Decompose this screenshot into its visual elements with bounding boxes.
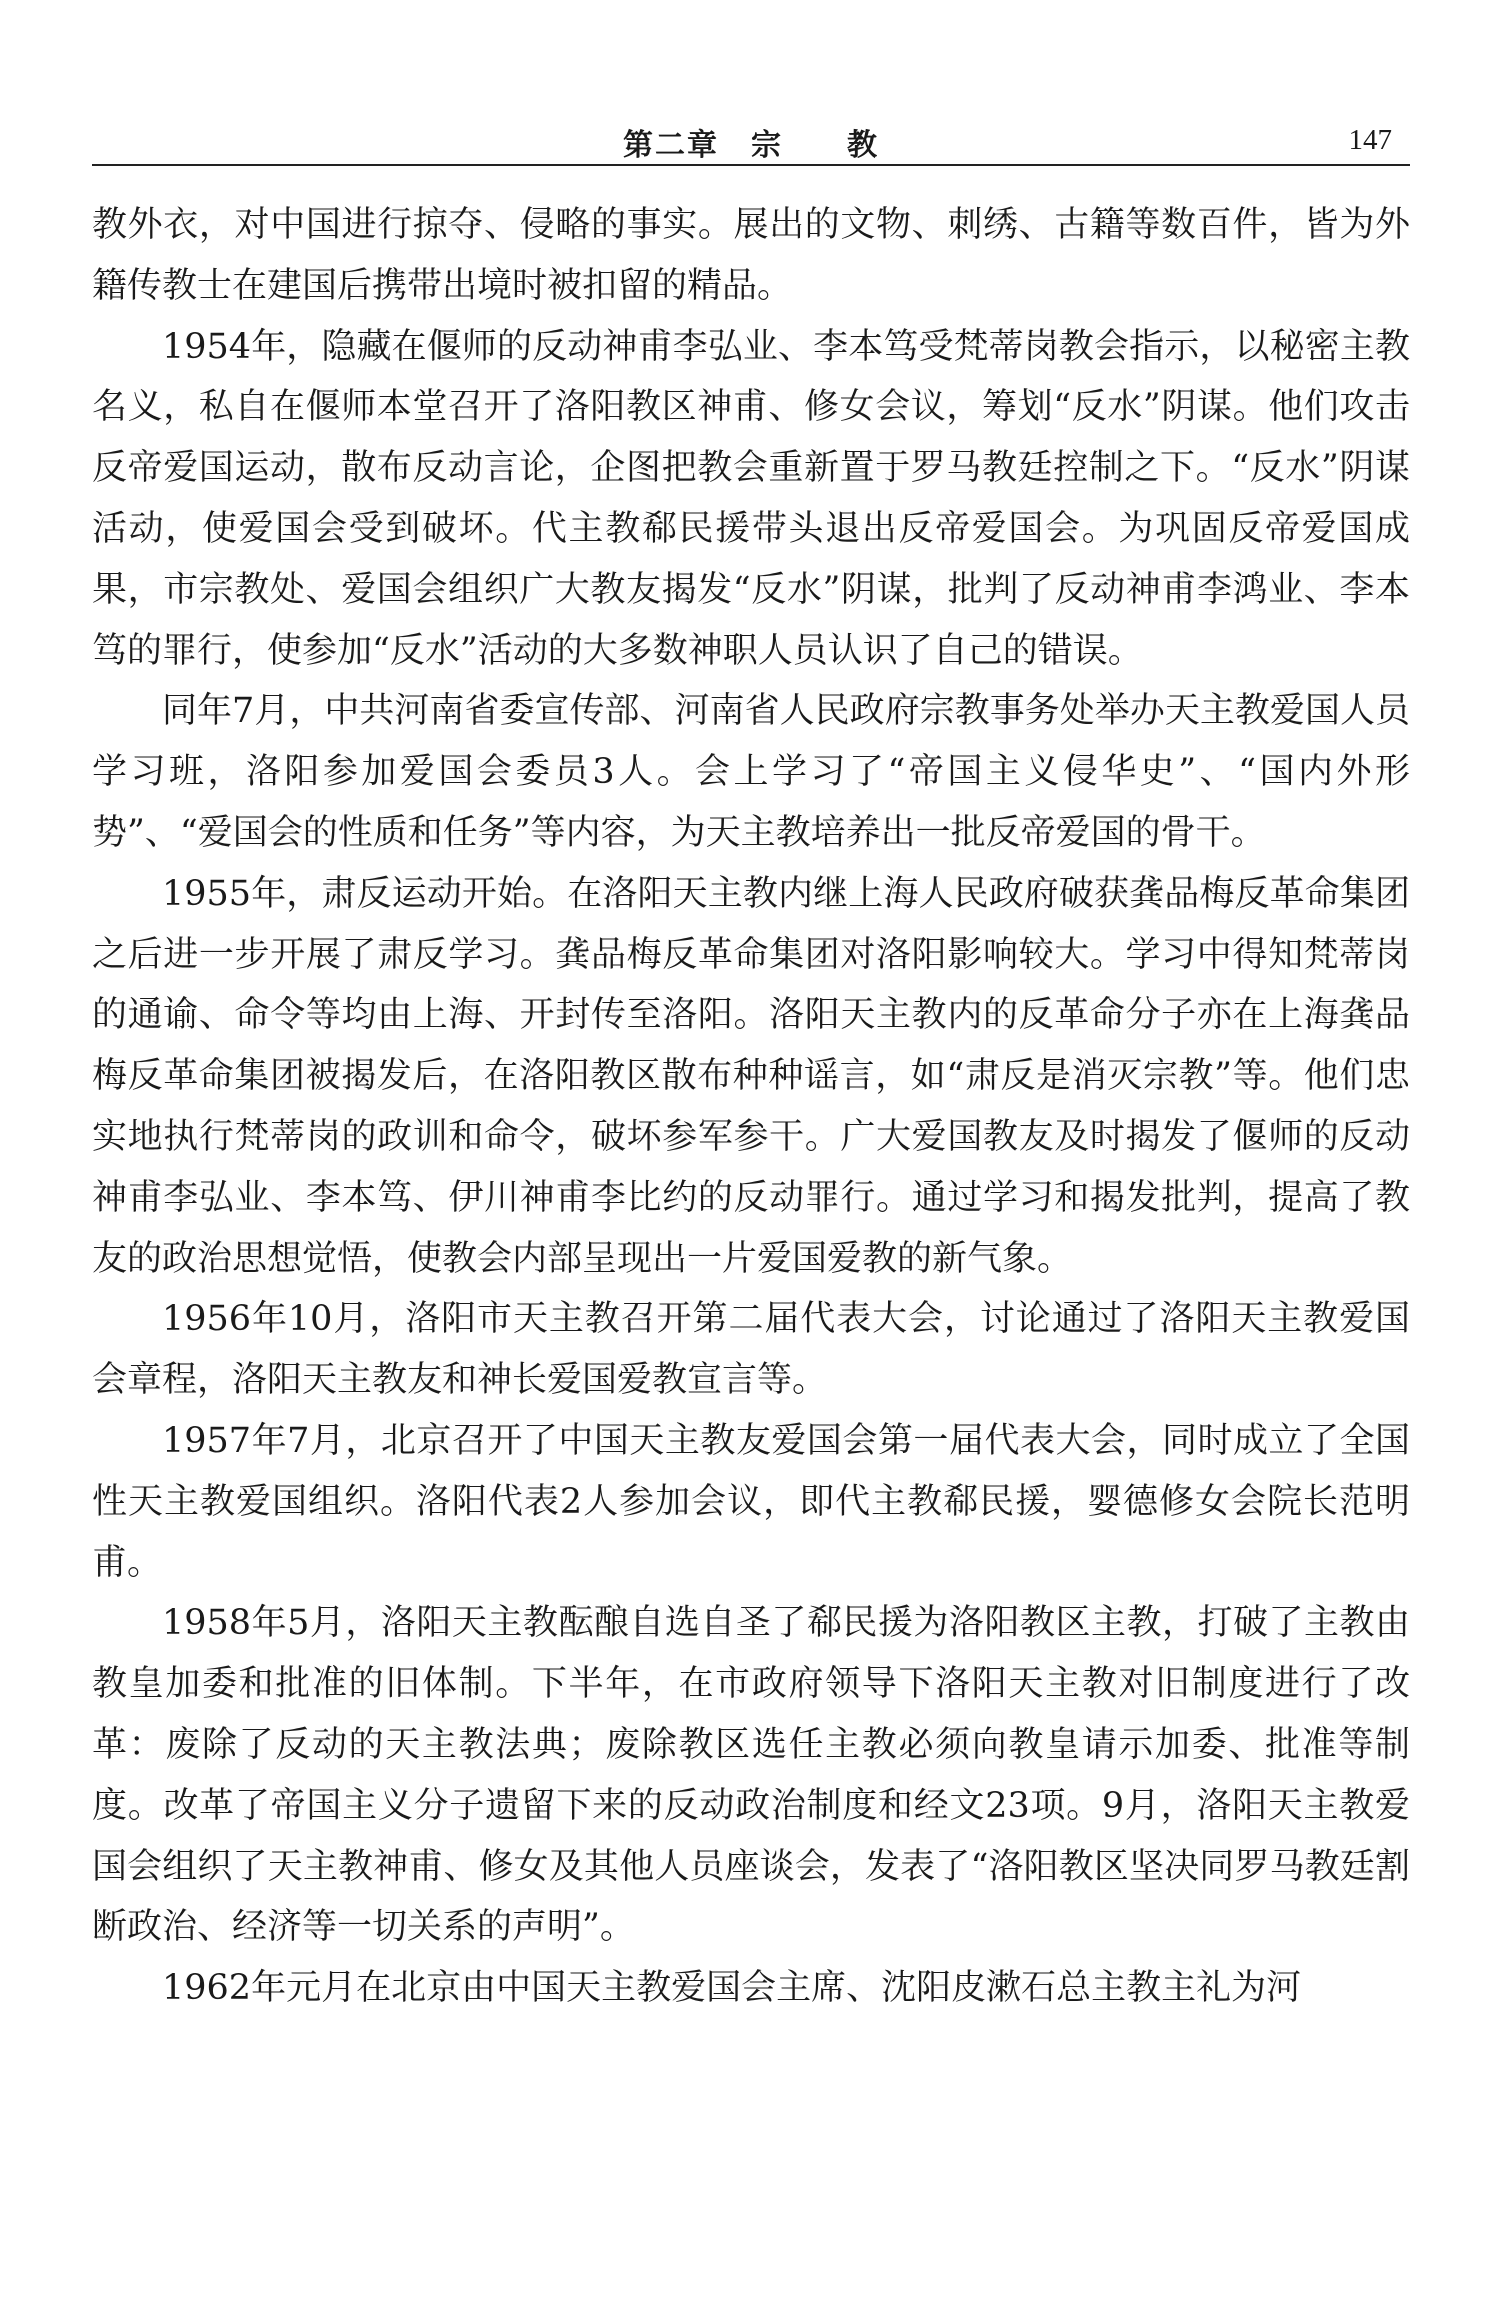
paragraph: 同年7月，中共河南省委宣传部、河南省人民政府宗教事务处举办天主教爱国人员学习班，洛阳参加爱国会委员3人。会上学习了“帝国主义侵华史”、“国内外形势”、“爱国会的性质和任务”等内容，为天主教培养出一批反帝爱国的骨干。 [92,691,1410,853]
paragraph: 1957年7月，北京召开了中国天主教友爱国会第一届代表大会，同时成立了全国性天主教爱国组织。洛阳代表2人参加会议，即代主教郗民援，婴德修女会院长范明甫。 [92,1420,1410,1583]
body-text [92,195,1410,2019]
paragraph: 1958年5月，洛阳天主教酝酿自选自圣了郗民援为洛阳教区主教，打破了主教由教皇加委和批准的旧体制。下半年，在市政府领导下洛阳天主教对旧制度进行了改革：废除了反动的天主教法典；废除教区选任主教必须向教皇请示加委、批准等制度。改革了帝国主义分子遗留下来的反动政治制度和经文23项。9月，洛阳天主教爱国会组织了天主教神甫、修女及其他人员座谈会，发表了“洛阳教区坚决同罗马教廷割断政治、经济等一切关系的声明”。 [92,1603,1410,1948]
page-number: 147 [1348,124,1392,156]
page-header [92,112,1410,166]
paragraph: 1954年，隐藏在偃师的反动神甫李弘业、李本笃受梵蒂岗教会指示，以秘密主教名义，私自在偃师本堂召开了洛阳教区神甫、修女会议，筹划“反水”阴谋。他们攻击反帝爱国运动，散布反动言论，企图把教会重新置于罗马教廷控制之下。“反水”阴谋活动，使爱国会受到破坏。代主教郗民援带头退出反帝爱国会。为巩固反帝爱国成果，市宗教处、爱国会组织广大教友揭发“反水”阴谋，批判了反动神甫李鸿业、李本笃的罪行，使参加“反水”活动的大多数神职人员认识了自己的错误。 [92,326,1410,671]
paragraph: 1955年，肃反运动开始。在洛阳天主教内继上海人民政府破获龚品梅反革命集团之后进一步开展了肃反学习。龚品梅反革命集团对洛阳影响较大。学习中得知梵蒂岗的通谕、命令等均由上海、开封传至洛阳。洛阳天主教内的反革命分子亦在上海龚品梅反革命集团被揭发后，在洛阳教区散布种种谣言，如“肃反是消灭宗教”等。他们忠实地执行梵蒂岗的政训和命令，破坏参军参干。广大爱国教友及时揭发了偃师的反动神甫李弘业、李本笃、伊川神甫李比约的反动罪行。通过学习和揭发批判，提高了教友的政治思想觉悟，使教会内部呈现出一片爱国爱教的新气象。 [92,873,1410,1279]
paragraph: 教外衣，对中国进行掠夺、侵略的事实。展出的文物、刺绣、古籍等数百件，皆为外籍传教士在建国后携带出境时被扣留的精品。 [92,205,1410,306]
paragraph: 1956年10月，洛阳市天主教召开第二届代表大会，讨论通过了洛阳天主教爱国会章程，洛阳天主教友和神长爱国爱教宣言等。 [92,1299,1410,1401]
chapter-title: 第二章 宗 教 [623,128,879,163]
paragraph: 1962年元月在北京由中国天主教爱国会主席、沈阳皮漱石总主教主礼为河 [162,1968,1302,2009]
